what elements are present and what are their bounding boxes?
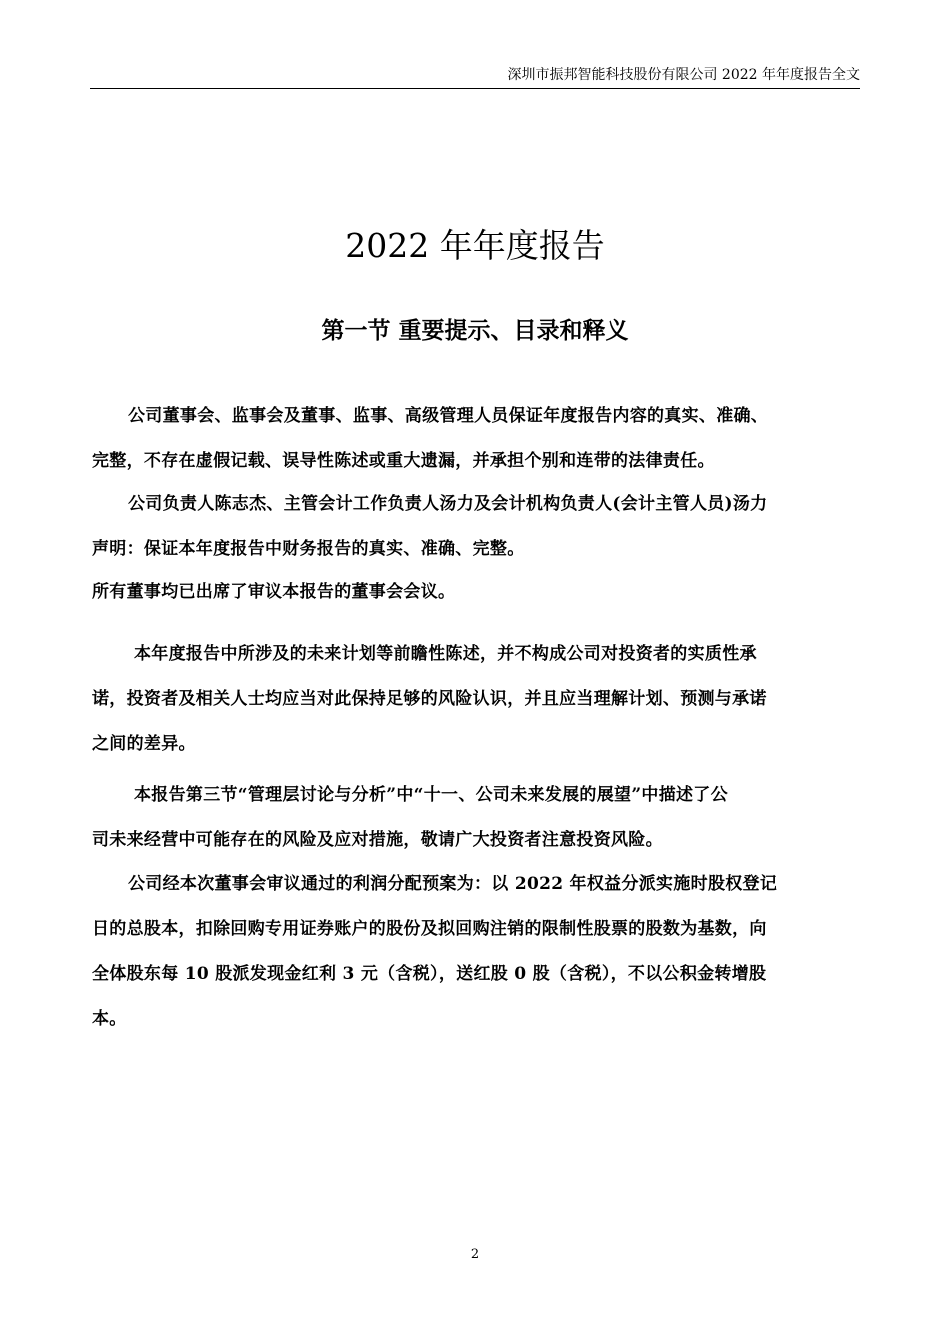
paragraph-line: 日的总股本，扣除回购专用证券账户的股份及拟回购注销的限制性股票的股数为基数，向 [92, 919, 767, 939]
paragraph-line: 本年度报告中所涉及的未来计划等前瞻性陈述，并不构成公司对投资者的实质性承 [134, 644, 757, 664]
paragraph-line: 所有董事均已出席了审议本报告的董事会会议。 [92, 582, 456, 602]
paragraph-line: 本报告第三节“管理层讨论与分析”中“十一、公司未来发展的展望”中描述了公 [134, 785, 728, 805]
paragraph-line: 声明：保证本年度报告中财务报告的真实、准确、完整。 [92, 539, 525, 559]
paragraph-line: 公司经本次董事会审议通过的利润分配预案为：以 2022 年权益分派实施时股权登记 [128, 874, 778, 894]
section-title: 第一节 重要提示、目录和释义 [321, 317, 629, 344]
paragraph-profit-distribution [92, 862, 852, 1042]
paragraph-directors-attendance [92, 570, 852, 615]
header-rule [90, 88, 860, 89]
paragraph-line: 全体股东每 10 股派发现金红利 3 元（含税），送红股 0 股（含税），不以公积金转增股 [92, 964, 767, 984]
paragraph-line: 公司董事会、监事会及董事、监事、高级管理人员保证年度报告内容的真实、准确、 [128, 406, 769, 426]
running-header: 深圳市振邦智能科技股份有限公司 2022 年年度报告全文 [507, 67, 860, 83]
paragraph-risk-notice [92, 773, 852, 863]
paragraph-line: 本。 [92, 1009, 127, 1029]
paragraph-forward-looking [92, 632, 852, 767]
paragraph-line: 公司负责人陈志杰、主管会计工作负责人汤力及会计机构负责人(会计主管人员)汤力 [128, 494, 768, 514]
paragraph-line: 之间的差异。 [92, 734, 196, 754]
page-number: 2 [470, 1247, 480, 1262]
paragraph-line: 司未来经营中可能存在的风险及应对措施，敬请广大投资者注意投资风险。 [92, 830, 663, 850]
paragraph-responsible-persons [92, 482, 852, 572]
document-title: 2022 年年度报告 [345, 226, 605, 265]
paragraph-line: 完整，不存在虚假记载、误导性陈述或重大遗漏，并承担个别和连带的法律责任。 [92, 451, 715, 471]
paragraph-board-guarantee [92, 394, 852, 484]
paragraph-line: 诺，投资者及相关人士均应当对此保持足够的风险认识，并且应当理解计划、预测与承诺 [92, 689, 767, 709]
